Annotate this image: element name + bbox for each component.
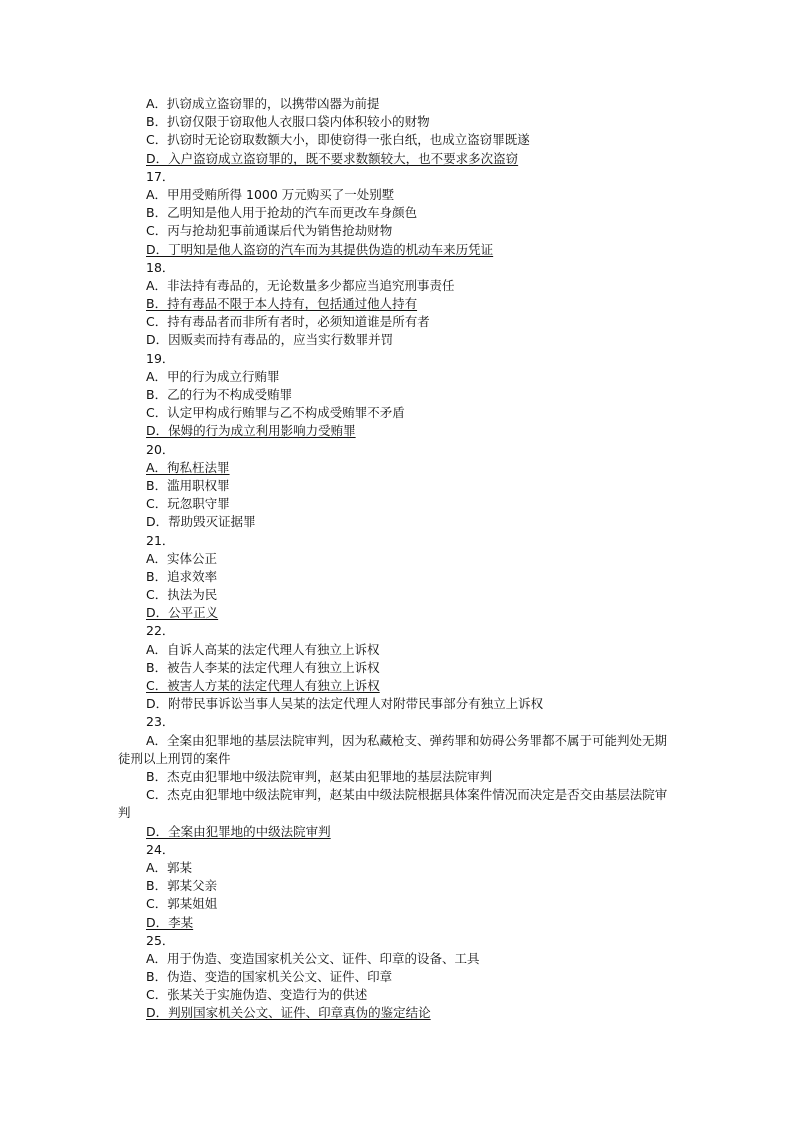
answer-option	[118, 277, 678, 295]
answer-option	[118, 641, 678, 659]
line-text: A．自诉人高某的法定代理人有独立上诉权	[146, 641, 380, 657]
answer-option	[118, 895, 678, 913]
line-text: 17．	[146, 168, 175, 184]
answer-option	[118, 204, 678, 222]
line-text: A．非法持有毒品的，无论数量多少都应当追究刑事责任	[146, 277, 455, 293]
answer-option	[118, 986, 678, 1004]
answer-option	[118, 186, 678, 204]
line-text: A．甲用受贿所得 1000 万元购买了一处别墅	[146, 186, 395, 202]
line-text: D．全案由犯罪地的中级法院审判	[146, 823, 331, 839]
answer-option	[118, 495, 678, 513]
answer-option	[118, 295, 678, 313]
answer-option	[118, 386, 678, 404]
line-text: B．郭某父亲	[146, 878, 218, 894]
line-text: C．丙与抢劫犯事前通谋后代为销售抢劫财物	[146, 223, 393, 239]
line-text: A．郭某	[146, 859, 193, 875]
question-number	[118, 532, 678, 550]
answer-option	[118, 659, 678, 677]
question-number	[118, 932, 678, 950]
line-text: 23．	[146, 714, 175, 730]
line-text: A．甲的行为成立行贿罪	[146, 368, 280, 384]
line-text: B．持有毒品不限于本人持有，包括通过他人持有	[146, 296, 418, 312]
line-text: B．追求效率	[146, 568, 218, 584]
question-number	[118, 441, 678, 459]
answer-option	[118, 823, 678, 841]
line-text: C．玩忽职守罪	[146, 496, 230, 512]
question-number	[118, 622, 678, 640]
answer-option	[118, 113, 678, 131]
answer-option	[118, 1004, 678, 1022]
line-text: 25．	[146, 932, 175, 948]
answer-option	[118, 131, 678, 149]
answer-option	[118, 914, 678, 932]
line-text: C．郭某姐姐	[146, 896, 218, 912]
line-text: D．因贩卖而持有毒品的，应当实行数罪并罚	[146, 332, 394, 348]
line-text: 18．	[146, 259, 175, 275]
answer-option	[118, 677, 678, 695]
answer-option	[118, 404, 678, 422]
line-text: D．公平正义	[146, 605, 219, 621]
line-text: C．杰克由犯罪地中级法院审判，赵某由中级法院根据具体案件情况而决定是否交由基层法院审判	[118, 787, 668, 821]
line-text: B．伪造、变造的国家机关公文、证件、印章	[146, 969, 393, 985]
line-text: C．执法为民	[146, 587, 218, 603]
line-text: A．全案由犯罪地的基层法院审判，因为私藏枪支、弹药罪和妨碍公务罪都不属于可能判处无期徒刑以上刑罚的案件	[118, 732, 668, 766]
line-text: D．李某	[146, 914, 194, 930]
question-number	[118, 350, 678, 368]
answer-option	[118, 550, 678, 568]
answer-option	[118, 695, 678, 713]
answer-option	[118, 368, 678, 386]
line-text: C．认定甲构成行贿罪与乙不构成受贿罪不矛盾	[146, 405, 405, 421]
answer-option	[118, 331, 678, 349]
answer-option	[118, 968, 678, 986]
line-text: B．乙明知是他人用于抢劫的汽车而更改车身颜色	[146, 205, 418, 221]
answer-option	[118, 150, 678, 168]
answer-option	[118, 768, 678, 786]
question-number	[118, 259, 678, 277]
answer-option	[118, 950, 678, 968]
answer-option	[118, 604, 678, 622]
line-text: B．杰克由犯罪地中级法院审判，赵某由犯罪地的基层法院审判	[146, 768, 493, 784]
line-text: B．滥用职权罪	[146, 477, 230, 493]
line-text: D．丁明知是他人盗窃的汽车而为其提供伪造的机动车来历凭证	[146, 241, 494, 257]
line-text: A．徇私枉法罪	[146, 459, 230, 475]
line-text: D．帮助毁灭证据罪	[146, 514, 256, 530]
answer-option	[118, 222, 678, 240]
document-body	[118, 95, 678, 1023]
answer-option	[118, 477, 678, 495]
line-text: C．张某关于实施伪造、变造行为的供述	[146, 987, 368, 1003]
line-text: D．保姆的行为成立利用影响力受贿罪	[146, 423, 356, 439]
line-text: 19．	[146, 350, 175, 366]
answer-option	[118, 877, 678, 895]
answer-option	[118, 568, 678, 586]
line-text: C．被害人方某的法定代理人有独立上诉权	[146, 678, 380, 693]
line-text: B．乙的行为不构成受贿罪	[146, 387, 293, 402]
answer-option	[118, 95, 678, 113]
answer-option	[118, 513, 678, 531]
line-text: D．判别国家机关公文、证件、印章真伪的鉴定结论	[146, 1005, 431, 1021]
question-number	[118, 168, 678, 186]
line-text: A．扒窃成立盗窃罪的，以携带凶器为前提	[146, 96, 380, 111]
line-text: B．被告人李某的法定代理人有独立上诉权	[146, 659, 380, 675]
answer-option	[118, 241, 678, 259]
line-text: B．扒窃仅限于窃取他人衣服口袋内体积较小的财物	[146, 114, 430, 130]
line-text: D．入户盗窃成立盗窃罪的，既不要求数额较大，也不要求多次盗窃	[146, 150, 519, 166]
line-text: 21．	[146, 532, 175, 548]
line-text: 20．	[146, 441, 175, 457]
question-number	[118, 841, 678, 859]
answer-option	[118, 422, 678, 440]
answer-option	[118, 459, 678, 477]
line-text: 22．	[146, 623, 175, 639]
answer-option	[118, 859, 678, 877]
answer-option	[118, 586, 678, 604]
line-text: C．持有毒品者而非所有者时，必须知道谁是所有者	[146, 314, 430, 330]
line-text: C．扒窃时无论窃取数额大小，即使窃得一张白纸，也成立盗窃罪既遂	[146, 132, 530, 148]
answer-option	[118, 313, 678, 331]
line-text: 24．	[146, 841, 175, 857]
line-text: A．实体公正	[146, 550, 218, 566]
answer-option	[118, 732, 678, 768]
answer-option	[118, 786, 678, 822]
line-text: A．用于伪造、变造国家机关公文、证件、印章的设备、工具	[146, 950, 480, 966]
line-text: D．附带民事诉讼当事人吴某的法定代理人对附带民事部分有独立上诉权	[146, 696, 544, 712]
question-number	[118, 713, 678, 731]
